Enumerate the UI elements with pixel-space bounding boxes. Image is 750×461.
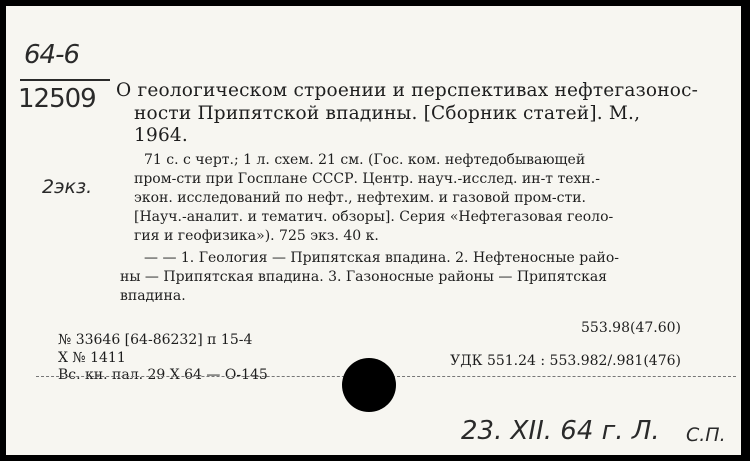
title-line: 1964.: [134, 125, 188, 146]
record-line: № 33646 [64-86232] п 15-4: [58, 332, 253, 348]
description-line: [Науч.-аналит. и тематич. обзоры]. Серия «Нефтегазовая геоло-: [134, 209, 614, 225]
title-line: О геологическом строении и перспективах нефтегазонос-: [116, 80, 699, 101]
record-line: Х № 1411: [58, 350, 126, 366]
punch-hole: [342, 358, 396, 412]
title-line: ности Припятской впадины. [Сборник статей]. М.,: [134, 103, 641, 124]
udk-code: УДК 551.24 : 553.982/.981(476): [450, 353, 681, 369]
class-number: 553.98(47.60): [581, 320, 681, 336]
handwritten-initials: С.П.: [686, 424, 726, 446]
subject-line: — — 1. Геология — Припятская впадина. 2. Нефтеносные райо-: [144, 250, 620, 266]
handwritten-date: 23. XII. 64 г. Л.: [461, 416, 660, 446]
description-line: пром-сти при Госплане СССР. Центр. науч.-исслед. ин-т техн.-: [134, 171, 600, 187]
subject-line: ны — Припятская впадина. 3. Газоносные районы — Припятская: [120, 269, 608, 285]
call-number-top: 64-6: [24, 40, 80, 70]
copies-note: 2экз.: [42, 176, 93, 198]
description-line: экон. исследований по нефт., нефтехим. и газовой пром-сти.: [134, 190, 586, 206]
catalog-card: [6, 6, 741, 455]
description-line: 71 с. с черт.; 1 л. схем. 21 см. (Гос. ком. нефтедобывающей: [144, 152, 586, 168]
subject-line: впадина.: [120, 288, 186, 304]
call-number-divider: [20, 79, 110, 81]
call-number-bottom: 12509: [18, 84, 96, 114]
description-line: гия и геофизика»). 725 экз. 40 к.: [134, 228, 379, 244]
record-line: Вс. кн. пал. 29 Х 64 — О-145: [58, 367, 268, 383]
